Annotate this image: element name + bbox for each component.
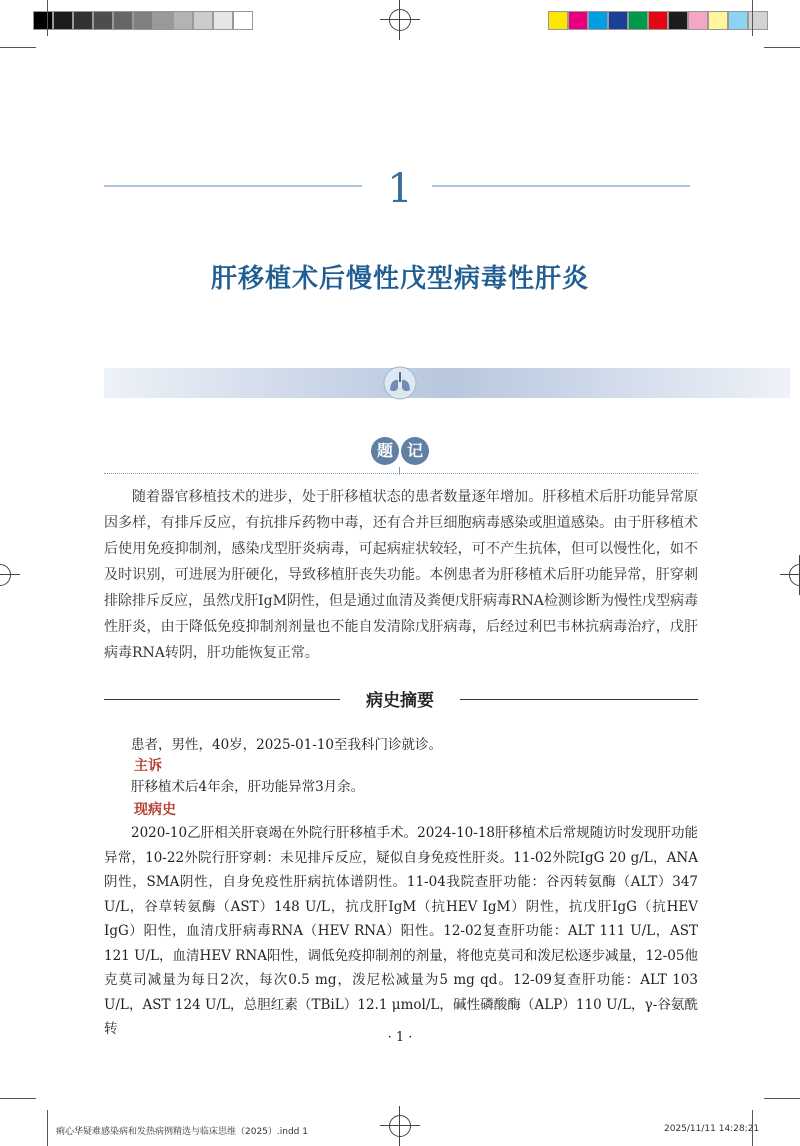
color-swatch xyxy=(113,11,133,30)
color-swatch xyxy=(568,11,588,30)
present-illness-text: 2020-10乙肝相关肝衰竭在外院行肝移植手术。2024-10-18肝移植术后常规随访时发现肝功能异常，10-22外院行肝穿刺：未见排斥反应，疑似自身免疫性肝炎。11-02外院IgG 20 g/L，ANA阴性，SMA阴性，自身免疫性肝病抗体谱阴性。11-04我院查肝功能：谷丙转氨酶（ALT）347 U/L，谷草转氨酶（AST）148 U/L，抗戊肝IgM（抗HEV IgM）阴性，抗戊肝IgG（抗HEV IgG）阳性，血清戊肝病毒RNA（HEV RNA）阳性。12-02复查肝功能：ALT 111 U/L，AST 121 U/L，血清HEV RNA阳性，调低免疫抑制剂的剂量，将他克莫司和泼尼松逐步减量，12-05他克莫司减量为每日2次，每次0.5 mg，泼尼松减量为5 mg qd。12-09复查肝功能：ALT 103 U/L，AST 124 U/L，总胆红素（TBiL）12.1 μmol/L，碱性磷酸酶（ALP）110 U/L，γ-谷氨酰转 xyxy=(104,825,698,1037)
chapter-rule-right xyxy=(432,185,690,187)
color-swatch xyxy=(628,11,648,30)
patient-intro: 患者，男性，40岁，2025-01-10至我科门诊就诊。 xyxy=(131,737,443,753)
crop-mark xyxy=(752,0,753,36)
color-swatch xyxy=(608,11,628,30)
color-swatch xyxy=(33,11,53,30)
color-swatch xyxy=(688,11,708,30)
color-swatch xyxy=(133,11,153,30)
crop-mark xyxy=(0,47,36,48)
crop-mark xyxy=(764,47,800,48)
registration-mark-right xyxy=(780,555,800,595)
color-swatch xyxy=(73,11,93,30)
color-swatch xyxy=(213,11,233,30)
registration-mark-bottom xyxy=(380,1106,420,1146)
color-swatch xyxy=(728,11,748,30)
lungs-emblem-icon xyxy=(381,366,419,400)
color-swatch xyxy=(748,11,768,30)
color-swatch xyxy=(233,11,253,30)
crop-mark xyxy=(0,1098,36,1099)
color-swatch xyxy=(548,11,568,30)
crop-mark xyxy=(764,1098,800,1099)
section-title: 病史摘要 xyxy=(366,691,434,711)
color-swatch xyxy=(708,11,728,30)
color-swatch xyxy=(93,11,113,30)
chapter-number: 1 xyxy=(387,166,413,212)
color-swatch xyxy=(53,11,73,30)
color-swatch xyxy=(648,11,668,30)
preface-divider xyxy=(104,473,698,474)
color-swatch xyxy=(668,11,688,30)
color-swatch xyxy=(193,11,213,30)
chapter-rule-left xyxy=(104,185,362,187)
preface-label-char-1: 题 xyxy=(371,437,399,465)
crop-mark xyxy=(47,1110,48,1146)
color-swatch xyxy=(588,11,608,30)
timestamp-slug: 2025/11/11 14:28:21 xyxy=(664,1124,760,1134)
present-illness-heading: 现病史 xyxy=(134,802,176,818)
registration-mark-top xyxy=(380,0,420,40)
section-rule-right xyxy=(460,699,698,700)
preface-label-char-2: 记 xyxy=(401,437,429,465)
registration-mark-left xyxy=(0,555,20,595)
chapter-title: 肝移植术后慢性戊型病毒性肝炎 xyxy=(210,264,589,294)
page-number: · 1 · xyxy=(387,1030,413,1045)
chief-complaint-text: 肝移植术后4年余，肝功能异常3月余。 xyxy=(131,779,365,795)
preface-divider-tick xyxy=(399,467,400,475)
preface-text: 随着器官移植技术的进步，处于肝移植状态的患者数量逐年增加。肝移植术后肝功能异常原因多样，有排斥反应，有抗排斥药物中毒，还有合并巨细胞病毒感染或胆道感染。由于肝移植术后使用免疫抑制剂，感染戊型肝炎病毒，可起病症状较轻，可不产生抗体，但可以慢性化，如不及时识别，可进展为肝硬化，导致移植肝丧失功能。本例患者为肝移植术后肝功能异常，肝穿刺排除排斥反应，虽然戊肝IgM阴性，但是通过血清及粪便戊肝病毒RNA检测诊断为慢性戊型病毒性肝炎，由于降低免疫抑制剂剂量也不能自发清除戊肝病毒，后经过利巴韦林抗病毒治疗，戊肝病毒RNA转阴，肝功能恢复正常。 xyxy=(104,489,698,661)
file-slug: 痢心华疑难感染病和发热病例精选与临床思维（2025）.indd 1 xyxy=(56,1127,308,1137)
crop-mark xyxy=(47,0,48,36)
color-swatch xyxy=(173,11,193,30)
chief-complaint-heading: 主诉 xyxy=(134,758,162,774)
decorative-banner xyxy=(104,368,790,398)
color-swatch xyxy=(153,11,173,30)
section-rule-left xyxy=(104,699,340,700)
